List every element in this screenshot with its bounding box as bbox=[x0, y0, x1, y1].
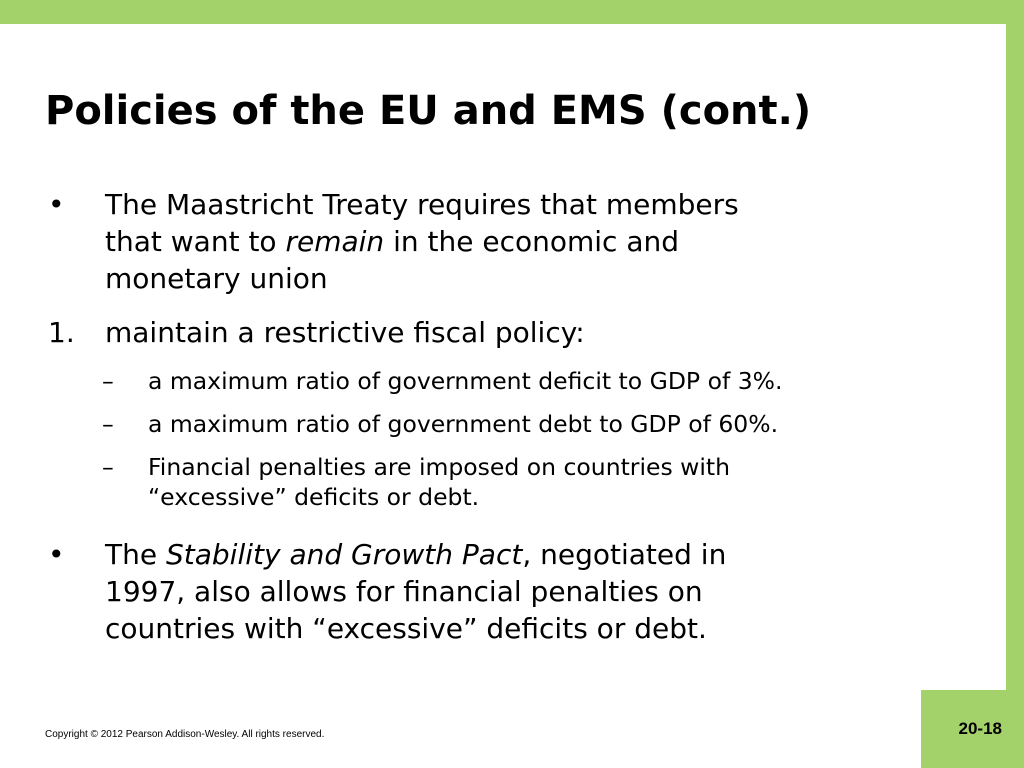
sub-bullet-line: Financial penalties are imposed on countries with bbox=[148, 453, 731, 481]
bullet-line bbox=[105, 223, 925, 260]
number-marker: 1. bbox=[48, 316, 75, 349]
text-span: , negotiated in bbox=[522, 538, 727, 571]
bullet-line bbox=[105, 536, 925, 573]
bullet-line: The Maastricht Treaty requires that members bbox=[105, 188, 739, 221]
emphasis-text: remain bbox=[285, 225, 385, 258]
bullet-line: monetary union bbox=[105, 262, 328, 295]
copyright-notice: Copyright © 2012 Pearson Addison-Wesley. All rights reserved. bbox=[45, 729, 325, 740]
text-span: in the economic and bbox=[384, 225, 680, 258]
bullet-text bbox=[105, 186, 925, 297]
sub-bullet-text bbox=[148, 452, 928, 512]
bullet-text bbox=[105, 536, 925, 647]
sub-bullet-text: a maximum ratio of government debt to GDP of 60%. bbox=[148, 410, 779, 438]
dash-marker: – bbox=[102, 367, 114, 395]
bullet-marker: • bbox=[48, 538, 65, 571]
text-span: that want to bbox=[105, 225, 286, 258]
bullet-marker: • bbox=[48, 188, 65, 221]
slide-title: Policies of the EU and EMS (cont.) bbox=[45, 88, 812, 134]
page-number-box bbox=[921, 690, 1024, 768]
sub-bullet-line: “excessive” deficits or debt. bbox=[148, 483, 480, 511]
dash-marker: – bbox=[102, 453, 114, 481]
bullet-line: countries with “excessive” deficits or debt. bbox=[105, 612, 707, 645]
dash-marker: – bbox=[102, 410, 114, 438]
emphasis-text: Stability and Growth Pact bbox=[165, 538, 523, 571]
text-span: The bbox=[105, 538, 166, 571]
item-text: maintain a restrictive fiscal policy: bbox=[105, 316, 585, 349]
bullet-line: 1997, also allows for financial penalties on bbox=[105, 575, 703, 608]
page-number: 20-18 bbox=[958, 719, 1002, 738]
sub-bullet-text: a maximum ratio of government deficit to GDP of 3%. bbox=[148, 367, 783, 395]
slide bbox=[0, 24, 1006, 768]
